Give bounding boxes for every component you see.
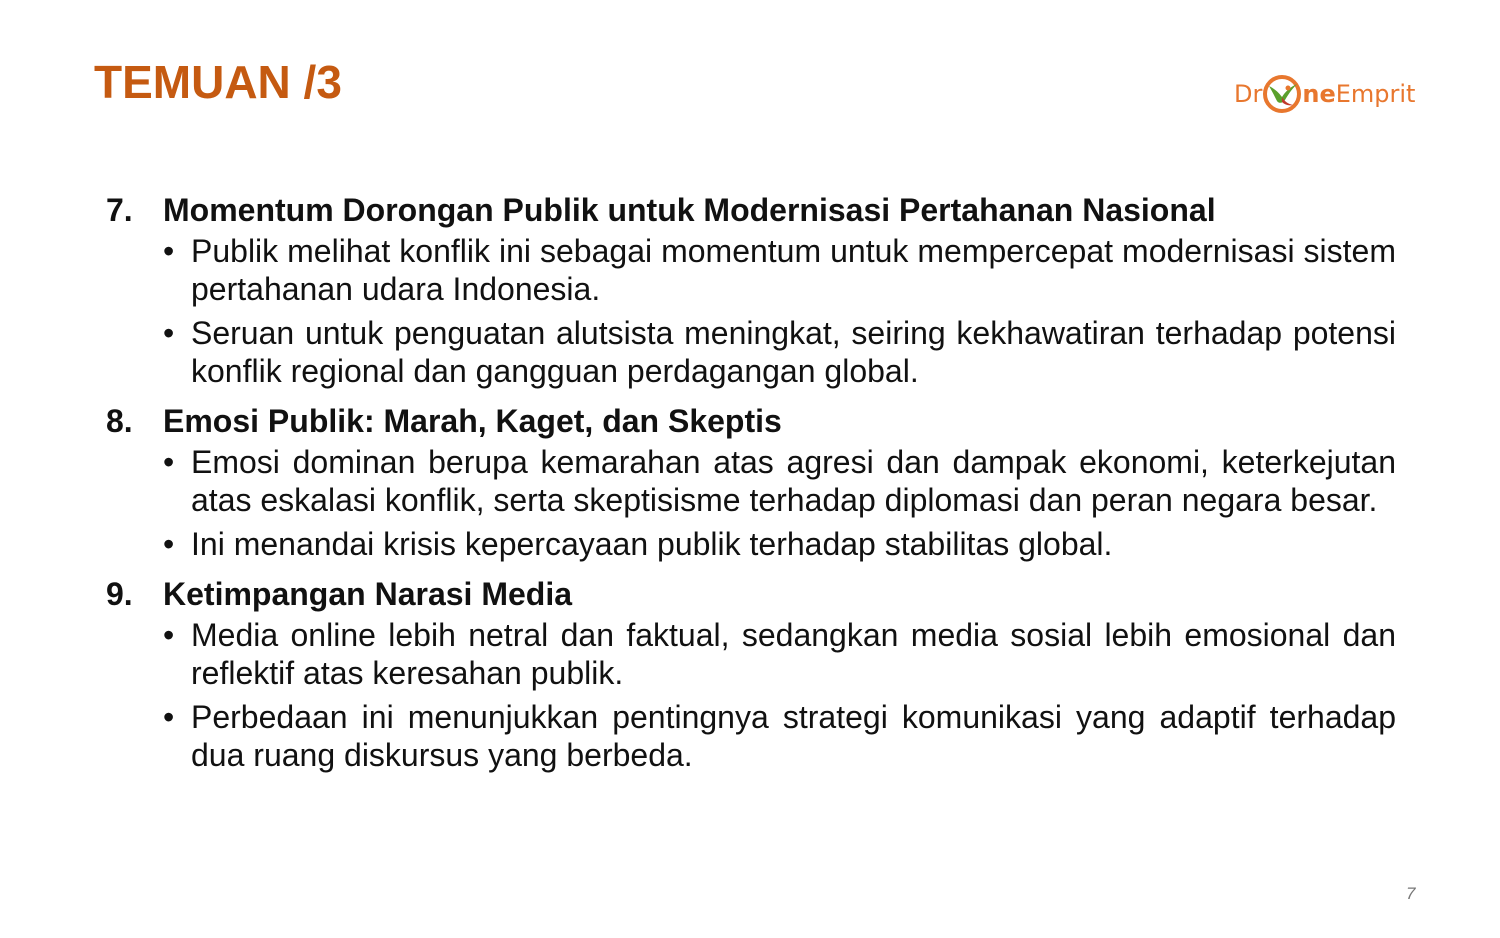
bullet-icon: • [163,617,175,653]
finding-bullet [163,314,1396,390]
bullet-icon: • [163,315,175,351]
logo-text-ne: ne [1302,80,1336,108]
slide-title: TEMUAN /3 [94,56,342,108]
drone-bird-circle-icon [1261,73,1303,115]
findings-list [106,188,1396,783]
bullet-icon: • [163,526,175,562]
finding-bullet [163,525,1396,563]
finding-section [106,399,1396,563]
finding-bullet [163,443,1396,519]
finding-heading [106,188,1396,232]
finding-heading-text: Emosi Publik: Marah, Kaget, dan Skeptis [163,403,782,439]
logo-text-emprit: Emprit [1335,80,1416,108]
bullet-text: Perbedaan ini menunjukkan pentingnya strategi komunikasi yang adaptif terhadap dua ruang diskursus yang berbeda. [191,699,1396,773]
bullet-text: Emosi dominan berupa kemarahan atas agresi dan dampak ekonomi, keterkejutan atas eskalasi konflik, serta skeptisisme terhadap diplomasi dan peran negara besar. [191,444,1396,518]
finding-number: 7. [106,192,133,228]
bullet-icon: • [163,699,175,735]
bullet-icon: • [163,233,175,269]
finding-bullet [163,616,1396,692]
bullet-icon: • [163,444,175,480]
finding-section [106,188,1396,390]
finding-heading [106,572,1396,616]
finding-heading-text: Momentum Dorongan Publik untuk Modernisasi Pertahanan Nasional [163,192,1216,228]
page-number: 7 [1406,884,1416,903]
bullet-text: Media online lebih netral dan faktual, sedangkan media sosial lebih emosional dan reflektif atas keresahan publik. [191,617,1396,691]
drone-emprit-logo [1234,66,1444,122]
bullet-text: Ini menandai krisis kepercayaan publik terhadap stabilitas global. [191,526,1113,562]
logo-text-dr: Dr [1234,80,1263,108]
finding-section [106,572,1396,774]
finding-heading-text: Ketimpangan Narasi Media [163,576,572,612]
finding-heading [106,399,1396,443]
finding-number: 8. [106,403,133,439]
finding-bullet [163,232,1396,308]
bullet-text: Publik melihat konflik ini sebagai momentum untuk mempercepat modernisasi sistem pertahanan udara Indonesia. [191,233,1396,307]
finding-bullet [163,698,1396,774]
bullet-text: Seruan untuk penguatan alutsista meningkat, seiring kekhawatiran terhadap potensi konflik regional dan gangguan perdagangan global. [191,315,1396,389]
finding-number: 9. [106,576,133,612]
